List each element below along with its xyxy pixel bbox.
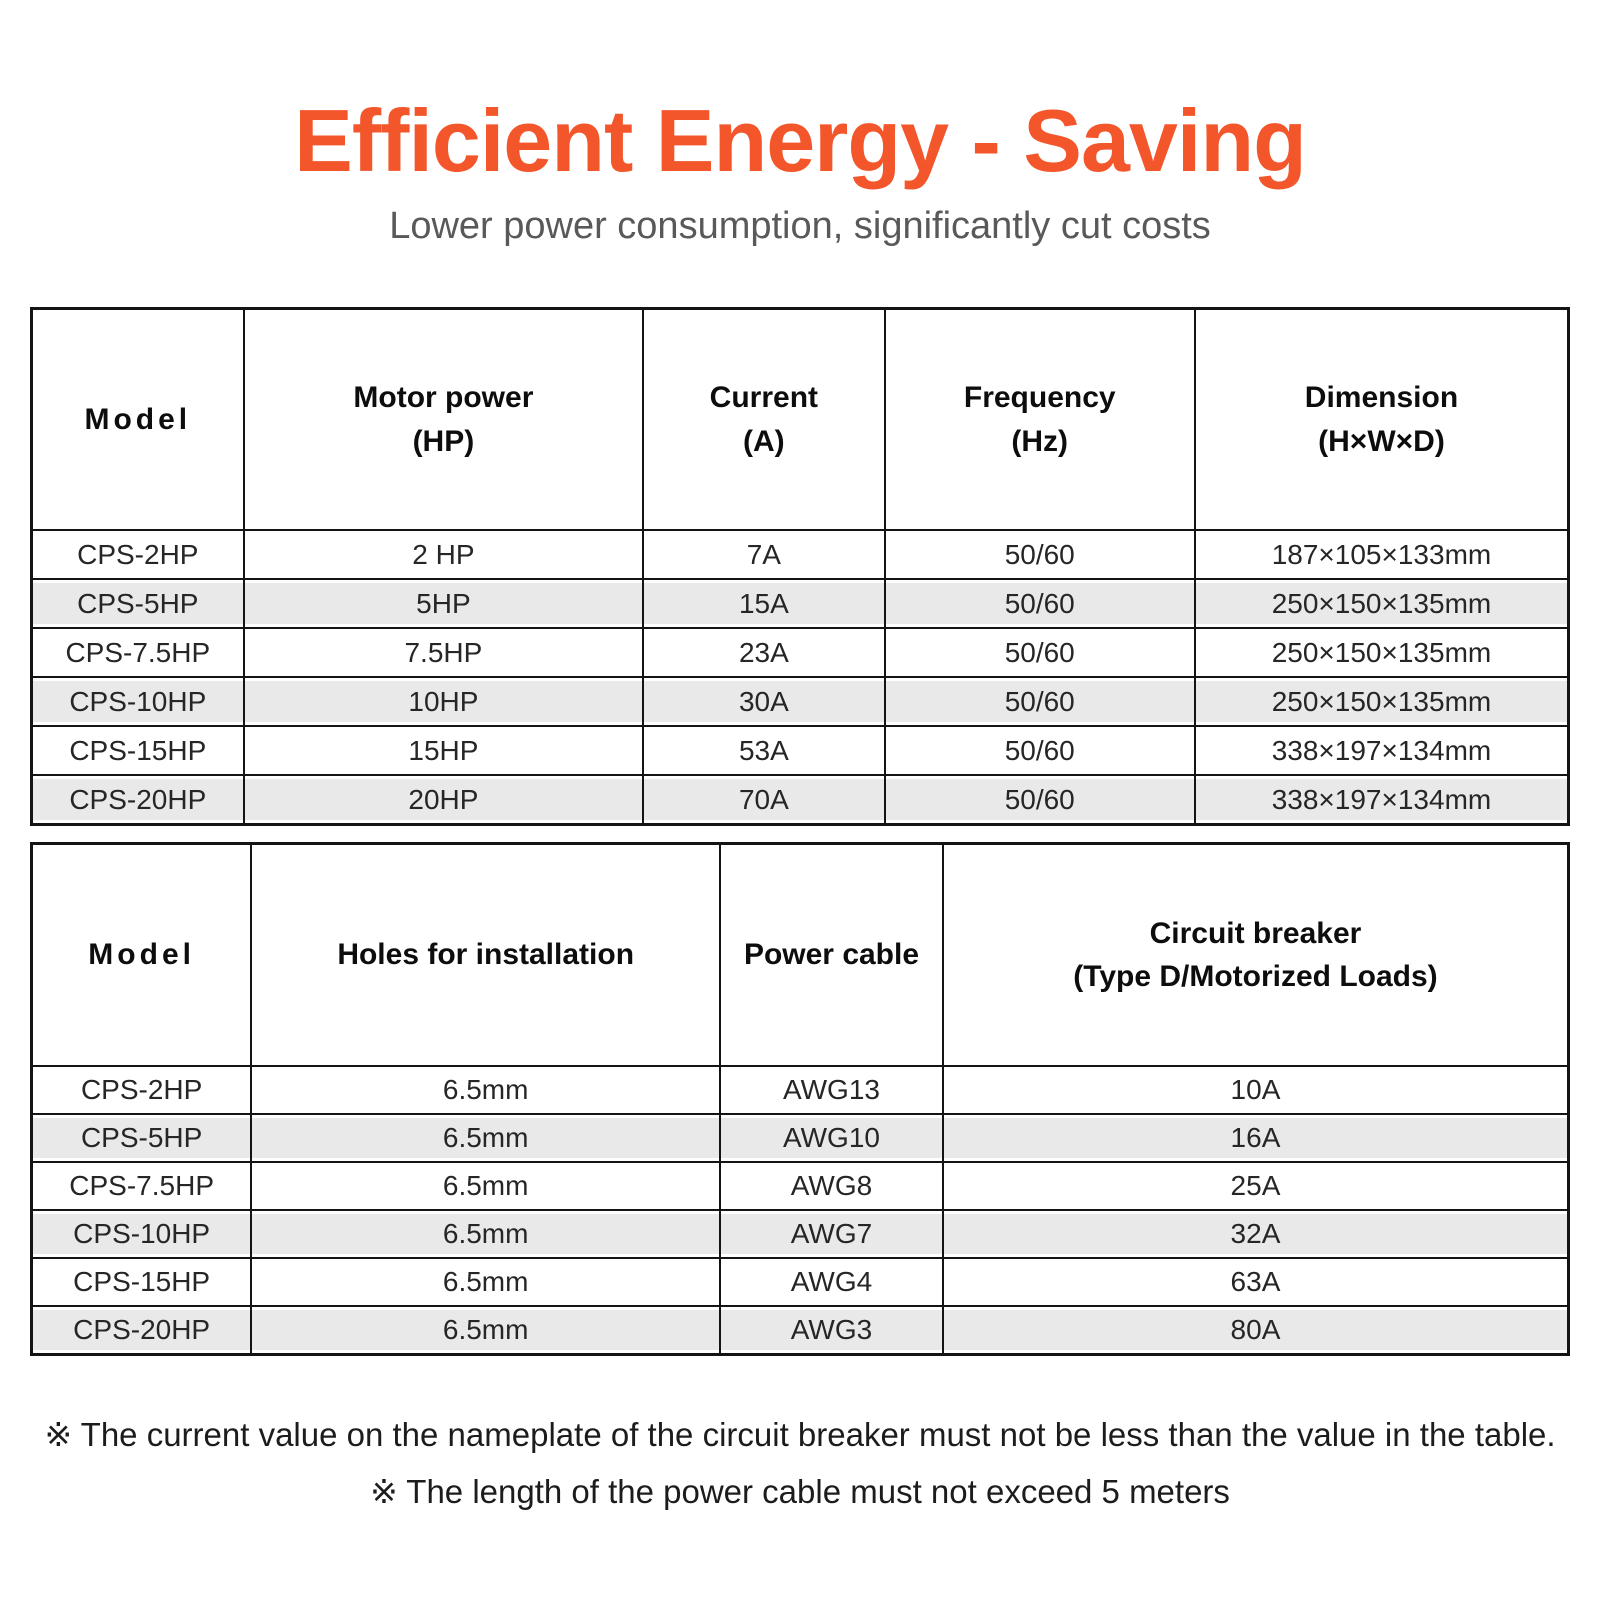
cell-circuit-breaker: 25A bbox=[943, 1162, 1569, 1210]
cell-current: 53A bbox=[643, 726, 884, 775]
cell-model: CPS-20HP bbox=[32, 1306, 252, 1354]
cell-model: CPS-2HP bbox=[32, 1066, 252, 1114]
column-header-sub: (H×W×D) bbox=[1318, 424, 1445, 458]
column-header-label: Motor power bbox=[353, 381, 534, 415]
column-header-power-cable bbox=[720, 843, 943, 1066]
cell-current: 15A bbox=[643, 579, 884, 628]
column-header-sub: (Type D/Motorized Loads) bbox=[1073, 960, 1438, 994]
footnotes bbox=[0, 1415, 1600, 1510]
column-header-sub: (HP) bbox=[412, 424, 475, 458]
table-row bbox=[32, 677, 1569, 726]
cell-circuit-breaker: 10A bbox=[943, 1066, 1569, 1114]
cell-frequency: 50/60 bbox=[885, 726, 1195, 775]
footnote-circuit-breaker: ※ The current value on the nameplate of the circuit breaker must not be less than the value in the table. bbox=[44, 1415, 1556, 1453]
cell-frequency: 50/60 bbox=[885, 775, 1195, 824]
table-row bbox=[32, 530, 1569, 579]
column-header-label: Model bbox=[88, 938, 195, 972]
cell-power-cable: AWG3 bbox=[720, 1306, 943, 1354]
column-header-holes bbox=[251, 843, 720, 1066]
column-header-label: Circuit breaker bbox=[1149, 916, 1362, 950]
cell-circuit-breaker: 63A bbox=[943, 1258, 1569, 1306]
cell-motor-power: 2 HP bbox=[244, 530, 644, 579]
cell-model: CPS-7.5HP bbox=[32, 628, 244, 677]
cell-model: CPS-15HP bbox=[32, 1258, 252, 1306]
cell-power-cable: AWG13 bbox=[720, 1066, 943, 1114]
page-subtitle: Lower power consumption, significantly cut costs bbox=[389, 205, 1211, 248]
cell-frequency: 50/60 bbox=[885, 579, 1195, 628]
cell-holes: 6.5mm bbox=[251, 1258, 720, 1306]
column-header-model bbox=[32, 308, 244, 530]
column-header-label: Power cable bbox=[743, 938, 920, 972]
cell-circuit-breaker: 16A bbox=[943, 1114, 1569, 1162]
cell-holes: 6.5mm bbox=[251, 1306, 720, 1354]
spec-table bbox=[30, 307, 1570, 826]
cell-model: CPS-15HP bbox=[32, 726, 244, 775]
cell-holes: 6.5mm bbox=[251, 1066, 720, 1114]
column-header-label: Model bbox=[84, 402, 192, 436]
table-row bbox=[32, 775, 1569, 824]
cell-circuit-breaker: 32A bbox=[943, 1210, 1569, 1258]
cell-dimension: 250×150×135mm bbox=[1195, 628, 1569, 677]
cell-frequency: 50/60 bbox=[885, 628, 1195, 677]
cell-power-cable: AWG8 bbox=[720, 1162, 943, 1210]
cell-model: CPS-2HP bbox=[32, 530, 244, 579]
cell-motor-power: 5HP bbox=[244, 579, 644, 628]
cell-holes: 6.5mm bbox=[251, 1162, 720, 1210]
column-header-circuit-breaker bbox=[943, 843, 1569, 1066]
cell-circuit-breaker: 80A bbox=[943, 1306, 1569, 1354]
column-header-current bbox=[643, 308, 884, 530]
cell-model: CPS-20HP bbox=[32, 775, 244, 824]
cell-power-cable: AWG4 bbox=[720, 1258, 943, 1306]
footnote-power-cable: ※ The length of the power cable must not exceed 5 meters bbox=[370, 1472, 1230, 1510]
cell-power-cable: AWG10 bbox=[720, 1114, 943, 1162]
spec-table-header-row bbox=[32, 308, 1569, 530]
cell-motor-power: 15HP bbox=[244, 726, 644, 775]
cell-dimension: 187×105×133mm bbox=[1195, 530, 1569, 579]
column-header-sub: (Hz) bbox=[1011, 424, 1069, 458]
table-row bbox=[32, 1306, 1569, 1354]
cell-holes: 6.5mm bbox=[251, 1210, 720, 1258]
cell-motor-power: 10HP bbox=[244, 677, 644, 726]
column-header-motor-power bbox=[244, 308, 644, 530]
page-title: Efficient Energy - Saving bbox=[294, 91, 1306, 190]
cell-current: 23A bbox=[643, 628, 884, 677]
cell-current: 7A bbox=[643, 530, 884, 579]
column-header-label: Frequency bbox=[963, 381, 1116, 415]
column-header-label: Current bbox=[709, 381, 819, 415]
installation-table bbox=[30, 842, 1570, 1356]
column-header-dimension bbox=[1195, 308, 1569, 530]
table-row bbox=[32, 1210, 1569, 1258]
table-row bbox=[32, 1114, 1569, 1162]
cell-dimension: 250×150×135mm bbox=[1195, 579, 1569, 628]
column-header-sub: (A) bbox=[743, 424, 785, 458]
cell-current: 70A bbox=[643, 775, 884, 824]
cell-motor-power: 7.5HP bbox=[244, 628, 644, 677]
cell-model: CPS-7.5HP bbox=[32, 1162, 252, 1210]
cell-power-cable: AWG7 bbox=[720, 1210, 943, 1258]
column-header-model bbox=[32, 843, 252, 1066]
column-header-label: Dimension bbox=[1304, 381, 1459, 415]
install-table-header-row bbox=[32, 843, 1569, 1066]
table-row bbox=[32, 1066, 1569, 1114]
table-row bbox=[32, 1258, 1569, 1306]
column-header-label: Holes for installation bbox=[337, 938, 635, 972]
column-header-frequency bbox=[885, 308, 1195, 530]
table-row bbox=[32, 1162, 1569, 1210]
cell-frequency: 50/60 bbox=[885, 677, 1195, 726]
cell-model: CPS-5HP bbox=[32, 1114, 252, 1162]
cell-dimension: 338×197×134mm bbox=[1195, 775, 1569, 824]
cell-frequency: 50/60 bbox=[885, 530, 1195, 579]
cell-model: CPS-10HP bbox=[32, 677, 244, 726]
cell-holes: 6.5mm bbox=[251, 1114, 720, 1162]
table-row bbox=[32, 726, 1569, 775]
cell-model: CPS-10HP bbox=[32, 1210, 252, 1258]
cell-dimension: 338×197×134mm bbox=[1195, 726, 1569, 775]
cell-model: CPS-5HP bbox=[32, 579, 244, 628]
cell-current: 30A bbox=[643, 677, 884, 726]
cell-motor-power: 20HP bbox=[244, 775, 644, 824]
table-row bbox=[32, 579, 1569, 628]
cell-dimension: 250×150×135mm bbox=[1195, 677, 1569, 726]
table-row bbox=[32, 628, 1569, 677]
